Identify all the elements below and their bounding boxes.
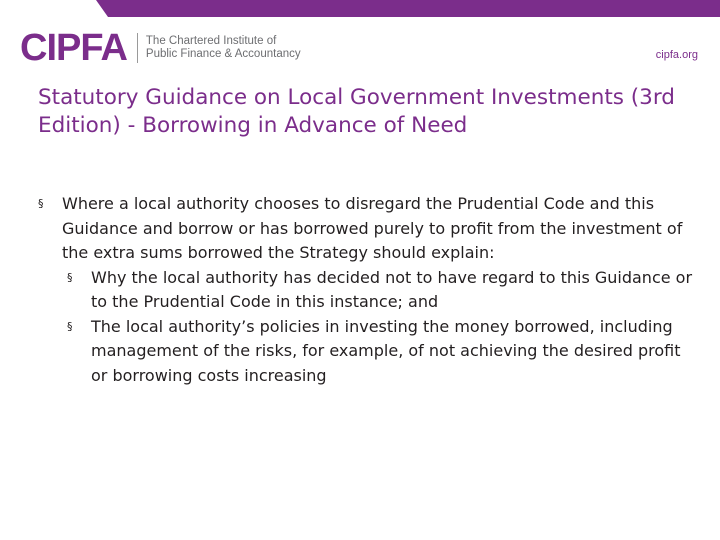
logo-tagline	[146, 35, 301, 61]
logo-divider	[137, 33, 138, 63]
logo-wordmark: CIPFA	[20, 27, 127, 69]
logo-tagline-line-1: The Chartered Institute of	[145, 35, 277, 47]
bullet-marker: §	[67, 270, 73, 284]
bullet-marker: §	[38, 197, 44, 210]
bullet-text: Why the local authority has decided not to have regard to this Guidance or to the Prudential Code in this instance; and	[91, 267, 693, 311]
sub-bullet-item	[67, 266, 694, 315]
slide-title: Statutory Guidance on Local Government Investments (3rd Edition) - Borrowing in Advance of Need	[38, 85, 675, 138]
slide-content	[38, 192, 694, 388]
bullet-marker: §	[67, 319, 73, 333]
cipfa-logo	[20, 28, 301, 68]
header-accent-diagonal	[96, 0, 108, 17]
sub-bullet-item	[67, 315, 694, 389]
logo-tagline-line-2: Public Finance & Accountancy	[145, 48, 301, 60]
bullet-item	[38, 192, 694, 266]
site-url: cipfa.org	[655, 49, 698, 61]
bullet-text: The local authority’s policies in investing the money borrowed, including management of the risks, for example, of not achieving the desired profit or borrowing costs increasing	[91, 316, 681, 385]
header-accent-bar	[108, 0, 720, 17]
bullet-text: Where a local authority chooses to disregard the Prudential Code and this Guidance and borrow or has borrowed purely to profit from the investment of the extra sums borrowed the Strategy should explain:	[62, 194, 683, 262]
